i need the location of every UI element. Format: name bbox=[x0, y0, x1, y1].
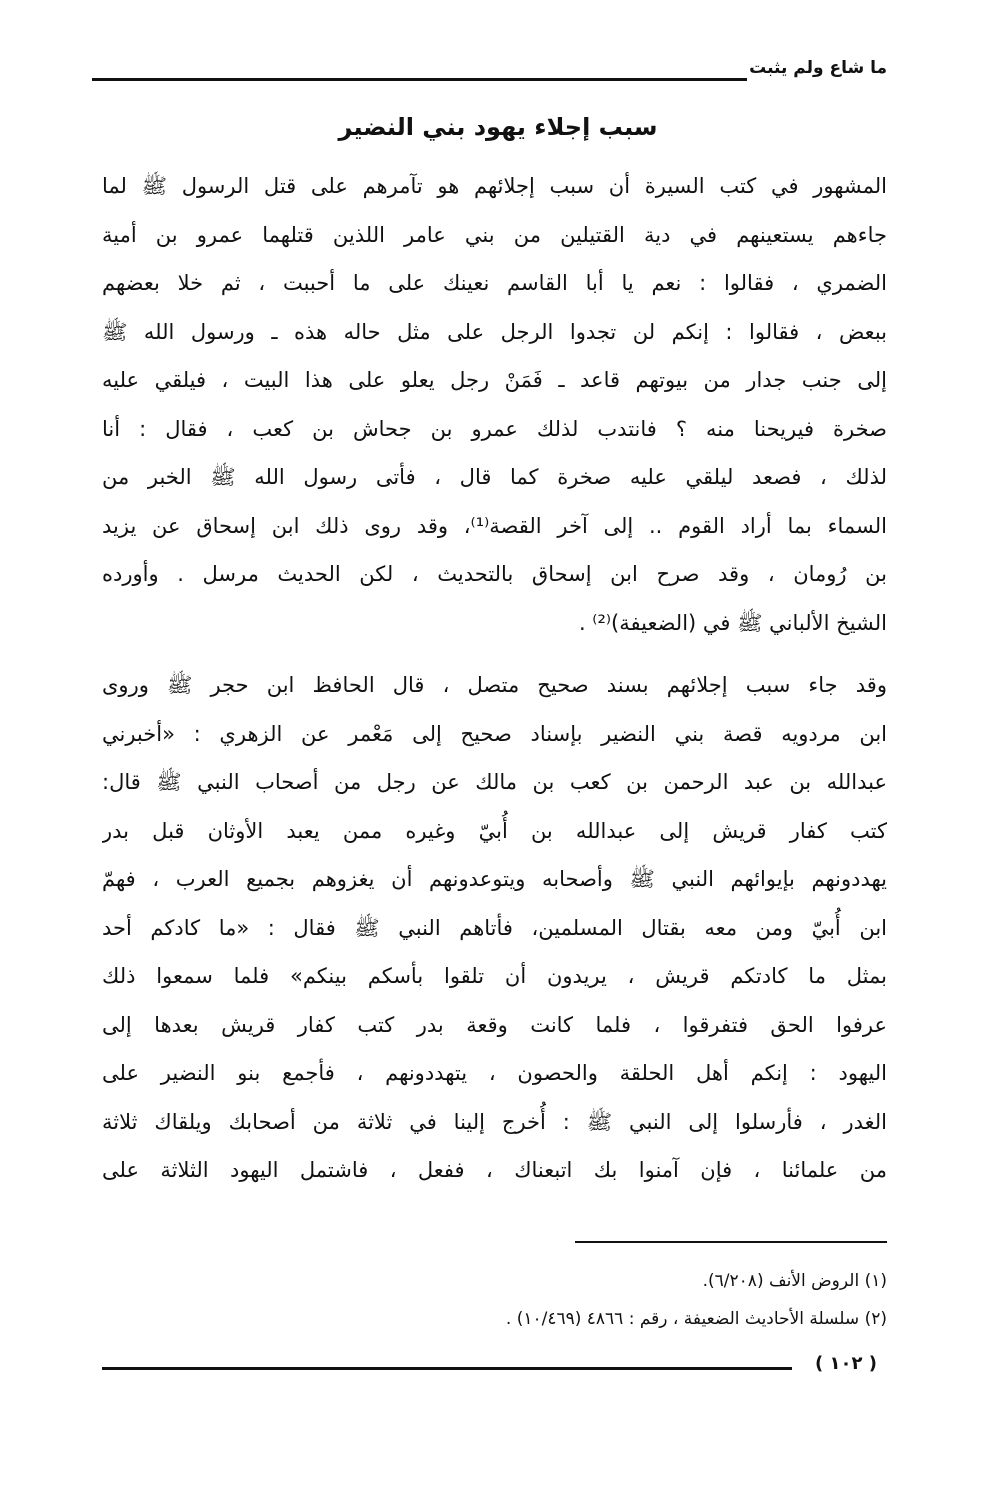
text-line: السماء بما أراد القوم .. إلى آخر القصة⁽¹⁾، وقد روى ذلك ابن إسحاق عن يزيد bbox=[102, 513, 887, 538]
text-line: الغدر ، فأرسلوا إلى النبي ﷺ : أُخرج إلينا في ثلاثة من أصحابك ويلقاك ثلاثة bbox=[102, 1109, 887, 1134]
footer-rule bbox=[102, 1367, 792, 1370]
footnote-rule bbox=[575, 1241, 887, 1243]
text-line: جاءهم يستعينهم في دية القتيلين من بني عامر اللذين قتلهما عمرو بن أمية bbox=[102, 222, 887, 247]
footnote-2: (٢) سلسلة الأحاديث الضعيفة ، رقم : ٤٨٦٦ (١٠/٤٦٩) . bbox=[505, 1309, 887, 1329]
text-line: صخرة فيريحنا منه ؟ فانتدب لذلك عمرو بن جحاش بن كعب ، فقال : أنا bbox=[102, 416, 887, 441]
footnote-1: (١) الروض الأنف (٦/٢٠٨). bbox=[702, 1271, 887, 1291]
section-title: سبب إجلاء يهود بني النضير bbox=[338, 113, 658, 141]
header-rule bbox=[92, 78, 747, 81]
paragraph-1 bbox=[102, 162, 887, 647]
text-line: ببعض ، فقالوا : إنكم لن تجدوا الرجل على مثل حاله هذه ـ ورسول الله ﷺ bbox=[102, 319, 887, 344]
text-line: اليهود : إنكم أهل الحلقة والحصون ، يتهددونهم ، فأجمع بنو النضير على bbox=[102, 1061, 887, 1085]
text-line: يهددونهم بإيوائهم النبي ﷺ وأصحابه ويتوعدونهم أن يغزوهم بجميع العرب ، فهمّ bbox=[102, 867, 887, 891]
text-line: عرفوا الحق فتفرقوا ، فلما كانت وقعة بدر كتب كفار قريش بعدها إلى bbox=[102, 1012, 887, 1037]
text-line: لذلك ، فصعد ليلقي عليه صخرة كما قال ، فأتى رسول الله ﷺ الخبر من bbox=[102, 465, 887, 489]
paragraph-gap bbox=[102, 647, 887, 661]
text-line: المشهور في كتب السيرة أن سبب إجلائهم هو تآمرهم على قتل الرسول ﷺ لما bbox=[102, 174, 887, 198]
text-line: بن رُومان ، وقد صرح ابن إسحاق بالتحديث ، لكن الحديث مرسل . وأورده bbox=[102, 562, 887, 586]
text-line: عبدالله بن عبد الرحمن بن كعب بن مالك عن رجل من أصحاب النبي ﷺ قال: bbox=[102, 770, 887, 794]
text-line: ابن مردويه قصة بني النضير بإسناد صحيح إلى مَعْمر عن الزهري : «أخبرني bbox=[102, 721, 887, 746]
page-footer bbox=[102, 1353, 887, 1383]
body-text bbox=[102, 162, 887, 1195]
text-line: الضمري ، فقالوا : نعم يا أبا القاسم نعينك على ما أحببت ، ثم خلا بعضهم bbox=[102, 271, 887, 295]
running-header bbox=[92, 58, 887, 88]
running-header-title: ما شاع ولم يثبت bbox=[749, 58, 887, 78]
text-line: الشيخ الألباني ﷺ في (الضعيفة)⁽²⁾ . bbox=[578, 610, 887, 635]
text-line: كتب كفار قريش إلى عبدالله بن أُبيّ وغيره ممن يعبد الأوثان قبل بدر bbox=[102, 818, 887, 843]
footnotes bbox=[102, 1262, 887, 1338]
text-line: وقد جاء سبب إجلائهم بسند صحيح متصل ، قال الحافظ ابن حجر ﷺ وروى bbox=[102, 673, 887, 697]
paragraph-2 bbox=[102, 661, 887, 1195]
text-line: بمثل ما كادتكم قريش ، يريدون أن تلقوا بأسكم بينكم» فلما سمعوا ذلك bbox=[102, 964, 887, 988]
text-line: من علمائنا ، فإن آمنوا بك اتبعناك ، ففعل ، فاشتمل اليهود الثلاثة على bbox=[102, 1158, 887, 1182]
text-line: ابن أُبيّ ومن معه بقتال المسلمين، فأتاهم النبي ﷺ فقال : «ما كادكم أحد bbox=[102, 915, 887, 940]
text-line: إلى جنب جدار من بيوتهم قاعد ـ فَمَنْ رجل يعلو على هذا البيت ، فيلقي عليه bbox=[102, 368, 887, 392]
page-number: ( ١٠٢ ) bbox=[815, 1353, 877, 1374]
